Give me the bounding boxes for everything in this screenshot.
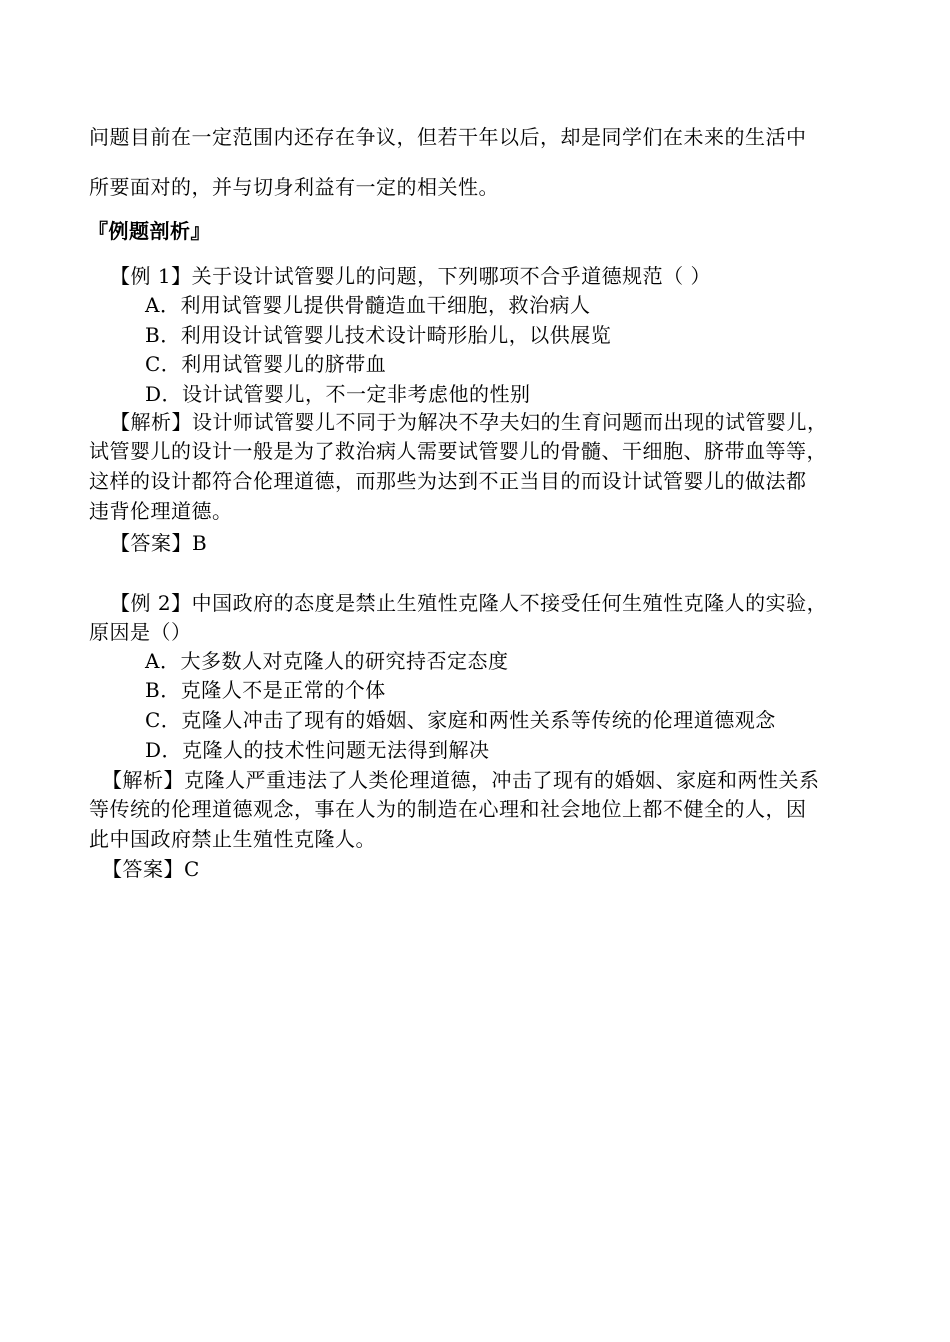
example2-question-line-1: 【例 2】中国政府的态度是禁止生殖性克隆人不接受任何生殖性克隆人的实验， — [110, 591, 828, 615]
example2-analysis-line-1: 【解析】克隆人严重违法了人类伦理道德，冲击了现有的婚姻、家庭和两性关系 — [102, 768, 820, 792]
example1-question: 【例 1】关于设计试管婴儿的问题，下列哪项不合乎道德规范（ ） — [110, 264, 711, 288]
example1-option-b: B．利用设计试管婴儿技术设计畸形胎儿，以供展览 — [145, 323, 612, 347]
example1-option-d: D．设计试管婴儿，不一定非考虑他的性别 — [145, 382, 531, 406]
example2-option-c: C．克隆人冲击了现有的婚姻、家庭和两性关系等传统的伦理道德观念 — [145, 708, 776, 732]
example1-analysis-line-4: 违背伦理道德。 — [89, 499, 233, 523]
intro-line-2: 所要面对的，并与切身利益有一定的相关性。 — [89, 175, 499, 199]
example1-option-a: A．利用试管婴儿提供骨髓造血干细胞，救治病人 — [145, 293, 591, 317]
example2-question-line-2: 原因是（） — [89, 620, 192, 644]
example1-analysis-line-2: 试管婴儿的设计一般是为了救治病人需要试管婴儿的骨髓、干细胞、脐带血等等， — [89, 439, 827, 463]
example1-analysis-line-1: 【解析】设计师试管婴儿不同于为解决不孕夫妇的生育问题而出现的试管婴儿， — [110, 410, 828, 434]
example2-option-b: B．克隆人不是正常的个体 — [145, 678, 386, 702]
example2-option-d: D．克隆人的技术性问题无法得到解决 — [145, 738, 490, 762]
example2-option-a: A．大多数人对克隆人的研究持否定态度 — [145, 649, 509, 673]
example1-analysis-line-3: 这样的设计都符合伦理道德，而那些为达到不正当目的而设计试管婴儿的做法都 — [89, 469, 807, 493]
example2-analysis-line-2: 等传统的伦理道德观念，事在人为的制造在心理和社会地位上都不健全的人，因 — [89, 797, 807, 821]
example2-analysis-line-3: 此中国政府禁止生殖性克隆人。 — [89, 827, 376, 851]
intro-line-1: 问题目前在一定范围内还存在争议，但若干年以后，却是同学们在未来的生活中 — [89, 125, 807, 149]
example1-answer: 【答案】B — [110, 531, 208, 555]
example1-option-c: C．利用试管婴儿的脐带血 — [145, 352, 387, 376]
example2-answer: 【答案】C — [102, 857, 200, 881]
section-title: 『例题剖析』 — [88, 219, 211, 243]
